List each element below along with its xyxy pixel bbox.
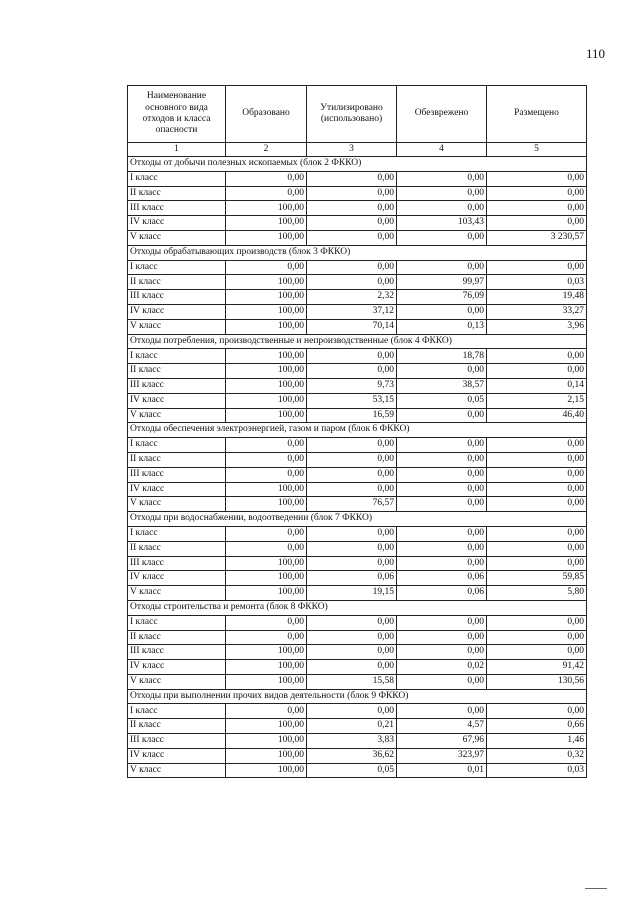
value-cell: 0,00	[226, 171, 307, 186]
value-cell: 18,78	[397, 349, 487, 364]
value-cell: 76,57	[307, 497, 397, 512]
value-cell: 0,00	[226, 541, 307, 556]
value-cell: 67,96	[397, 734, 487, 749]
hazard-class-cell: II класс	[128, 452, 226, 467]
value-cell: 100,00	[226, 556, 307, 571]
value-cell: 100,00	[226, 216, 307, 231]
hazard-class-cell: IV класс	[128, 748, 226, 763]
header-cell-waste-class: Наименование основного вида отходов и класса опасности	[128, 86, 226, 143]
value-cell: 0,00	[307, 645, 397, 660]
value-cell: 0,06	[307, 571, 397, 586]
value-cell: 0,00	[487, 438, 587, 453]
value-cell: 0,00	[307, 452, 397, 467]
section-title: Отходы обеспечения электроэнергией, газом и паром (блок 6 ФККО)	[128, 423, 587, 438]
value-cell: 0,00	[487, 260, 587, 275]
section-title: Отходы потребления, производственные и непроизводственные (блок 4 ФККО)	[128, 334, 587, 349]
hazard-class-cell: IV класс	[128, 393, 226, 408]
header-row	[128, 86, 587, 143]
hazard-class-cell: I класс	[128, 615, 226, 630]
value-cell: 0,00	[487, 497, 587, 512]
table-row	[128, 482, 587, 497]
value-cell: 323,97	[397, 748, 487, 763]
value-cell: 100,00	[226, 748, 307, 763]
hazard-class-cell: II класс	[128, 719, 226, 734]
footer-mark	[585, 888, 607, 889]
value-cell: 0,00	[226, 186, 307, 201]
value-cell: 100,00	[226, 393, 307, 408]
value-cell: 100,00	[226, 660, 307, 675]
table-row	[128, 556, 587, 571]
hazard-class-cell: III класс	[128, 645, 226, 660]
value-cell: 0,03	[487, 275, 587, 290]
hazard-class-cell: V класс	[128, 674, 226, 689]
value-cell: 0,00	[307, 171, 397, 186]
value-cell: 0,00	[487, 704, 587, 719]
section-title: Отходы при водоснабжении, водоотведении (блок 7 ФККО)	[128, 512, 587, 527]
section-row	[128, 157, 587, 172]
value-cell: 0,00	[487, 556, 587, 571]
header-cell-neutralized: Обезврежено	[397, 86, 487, 143]
table-row	[128, 304, 587, 319]
value-cell: 36,62	[307, 748, 397, 763]
value-cell: 0,13	[397, 319, 487, 334]
table-row	[128, 438, 587, 453]
table-row	[128, 171, 587, 186]
table-body	[128, 157, 587, 778]
value-cell: 0,00	[307, 349, 397, 364]
value-cell: 0,05	[397, 393, 487, 408]
hazard-class-cell: II класс	[128, 541, 226, 556]
value-cell: 0,00	[487, 467, 587, 482]
value-cell: 38,57	[397, 378, 487, 393]
value-cell: 0,00	[226, 467, 307, 482]
value-cell: 0,05	[307, 763, 397, 778]
waste-table	[127, 85, 587, 778]
value-cell: 0,00	[397, 482, 487, 497]
value-cell: 0,00	[307, 526, 397, 541]
table-row	[128, 748, 587, 763]
table-row	[128, 216, 587, 231]
value-cell: 0,00	[307, 230, 397, 245]
value-cell: 0,00	[487, 645, 587, 660]
table-row	[128, 674, 587, 689]
value-cell: 100,00	[226, 378, 307, 393]
table-row	[128, 615, 587, 630]
value-cell: 0,32	[487, 748, 587, 763]
value-cell: 1,46	[487, 734, 587, 749]
value-cell: 100,00	[226, 290, 307, 305]
value-cell: 0,00	[307, 541, 397, 556]
header-cell-generated: Образовано	[226, 86, 307, 143]
hazard-class-cell: IV класс	[128, 660, 226, 675]
value-cell: 0,00	[397, 201, 487, 216]
section-row	[128, 334, 587, 349]
value-cell: 103,43	[397, 216, 487, 231]
value-cell: 0,00	[307, 201, 397, 216]
value-cell: 0,21	[307, 719, 397, 734]
table-row	[128, 704, 587, 719]
value-cell: 100,00	[226, 201, 307, 216]
value-cell: 0,00	[307, 615, 397, 630]
value-cell: 100,00	[226, 230, 307, 245]
hazard-class-cell: V класс	[128, 408, 226, 423]
table-row	[128, 467, 587, 482]
value-cell: 0,00	[487, 364, 587, 379]
table-row	[128, 586, 587, 601]
hazard-class-cell: II класс	[128, 186, 226, 201]
value-cell: 0,00	[397, 497, 487, 512]
value-cell: 0,00	[487, 201, 587, 216]
value-cell: 0,00	[397, 526, 487, 541]
value-cell: 100,00	[226, 364, 307, 379]
value-cell: 100,00	[226, 275, 307, 290]
value-cell: 0,00	[397, 467, 487, 482]
section-title: Отходы обрабатывающих производств (блок 3 ФККО)	[128, 245, 587, 260]
hazard-class-cell: II класс	[128, 630, 226, 645]
value-cell: 99,97	[397, 275, 487, 290]
hazard-class-cell: II класс	[128, 275, 226, 290]
value-cell: 5,80	[487, 586, 587, 601]
value-cell: 0,00	[397, 452, 487, 467]
hazard-class-cell: V класс	[128, 497, 226, 512]
value-cell: 0,00	[487, 216, 587, 231]
value-cell: 100,00	[226, 408, 307, 423]
value-cell: 2,32	[307, 290, 397, 305]
value-cell: 0,00	[397, 438, 487, 453]
value-cell: 0,00	[397, 260, 487, 275]
value-cell: 0,00	[307, 660, 397, 675]
value-cell: 3 230,57	[487, 230, 587, 245]
table-row	[128, 408, 587, 423]
table-row	[128, 452, 587, 467]
column-number: 4	[397, 143, 487, 157]
hazard-class-cell: I класс	[128, 171, 226, 186]
section-title: Отходы строительства и ремонта (блок 8 ФККО)	[128, 600, 587, 615]
value-cell: 0,00	[397, 230, 487, 245]
value-cell: 70,14	[307, 319, 397, 334]
value-cell: 33,27	[487, 304, 587, 319]
table-row	[128, 186, 587, 201]
hazard-class-cell: II класс	[128, 364, 226, 379]
value-cell: 0,02	[397, 660, 487, 675]
value-cell: 100,00	[226, 674, 307, 689]
table-row	[128, 319, 587, 334]
table-row	[128, 378, 587, 393]
value-cell: 130,56	[487, 674, 587, 689]
value-cell: 19,48	[487, 290, 587, 305]
value-cell: 100,00	[226, 586, 307, 601]
value-cell: 19,15	[307, 586, 397, 601]
value-cell: 0,00	[226, 260, 307, 275]
table-row	[128, 393, 587, 408]
value-cell: 0,00	[307, 364, 397, 379]
hazard-class-cell: V класс	[128, 230, 226, 245]
value-cell: 100,00	[226, 645, 307, 660]
column-number: 3	[307, 143, 397, 157]
value-cell: 100,00	[226, 304, 307, 319]
table-row	[128, 660, 587, 675]
table-row	[128, 201, 587, 216]
value-cell: 0,00	[487, 171, 587, 186]
hazard-class-cell: III класс	[128, 290, 226, 305]
section-row	[128, 512, 587, 527]
value-cell: 15,58	[307, 674, 397, 689]
value-cell: 100,00	[226, 571, 307, 586]
value-cell: 0,00	[226, 704, 307, 719]
value-cell: 59,85	[487, 571, 587, 586]
value-cell: 0,00	[397, 630, 487, 645]
value-cell: 0,00	[487, 615, 587, 630]
section-row	[128, 600, 587, 615]
value-cell: 0,00	[307, 704, 397, 719]
value-cell: 0,00	[307, 482, 397, 497]
value-cell: 0,00	[397, 186, 487, 201]
value-cell: 0,00	[397, 408, 487, 423]
value-cell: 16,59	[307, 408, 397, 423]
value-cell: 100,00	[226, 497, 307, 512]
hazard-class-cell: I класс	[128, 349, 226, 364]
value-cell: 0,00	[226, 630, 307, 645]
section-title: Отходы от добычи полезных ископаемых (блок 2 ФККО)	[128, 157, 587, 172]
value-cell: 0,00	[397, 171, 487, 186]
hazard-class-cell: V класс	[128, 586, 226, 601]
value-cell: 53,15	[307, 393, 397, 408]
value-cell: 0,00	[487, 482, 587, 497]
value-cell: 76,09	[397, 290, 487, 305]
value-cell: 0,00	[307, 556, 397, 571]
value-cell: 0,00	[397, 674, 487, 689]
value-cell: 0,03	[487, 763, 587, 778]
value-cell: 0,00	[487, 349, 587, 364]
table-row	[128, 541, 587, 556]
value-cell: 3,96	[487, 319, 587, 334]
value-cell: 4,57	[397, 719, 487, 734]
value-cell: 0,00	[487, 526, 587, 541]
hazard-class-cell: I класс	[128, 438, 226, 453]
value-cell: 0,00	[487, 186, 587, 201]
column-number-row	[128, 143, 587, 157]
hazard-class-cell: IV класс	[128, 482, 226, 497]
table-row	[128, 526, 587, 541]
value-cell: 0,00	[397, 364, 487, 379]
value-cell: 0,00	[226, 438, 307, 453]
value-cell: 0,00	[226, 526, 307, 541]
hazard-class-cell: IV класс	[128, 304, 226, 319]
value-cell: 0,00	[397, 541, 487, 556]
table-row	[128, 734, 587, 749]
value-cell: 0,01	[397, 763, 487, 778]
hazard-class-cell: III класс	[128, 734, 226, 749]
section-row	[128, 689, 587, 704]
table-row	[128, 571, 587, 586]
value-cell: 0,00	[307, 275, 397, 290]
table-row	[128, 349, 587, 364]
value-cell: 0,00	[397, 645, 487, 660]
hazard-class-cell: I класс	[128, 526, 226, 541]
value-cell: 0,00	[307, 467, 397, 482]
table-row	[128, 630, 587, 645]
value-cell: 91,42	[487, 660, 587, 675]
value-cell: 100,00	[226, 719, 307, 734]
table-row	[128, 719, 587, 734]
value-cell: 37,12	[307, 304, 397, 319]
hazard-class-cell: V класс	[128, 763, 226, 778]
value-cell: 2,15	[487, 393, 587, 408]
hazard-class-cell: III класс	[128, 556, 226, 571]
value-cell: 0,00	[307, 438, 397, 453]
hazard-class-cell: IV класс	[128, 571, 226, 586]
header-cell-utilized: Утилизировано (использовано)	[307, 86, 397, 143]
value-cell: 0,00	[307, 216, 397, 231]
value-cell: 100,00	[226, 349, 307, 364]
section-row	[128, 423, 587, 438]
table-row	[128, 275, 587, 290]
table-row	[128, 230, 587, 245]
value-cell: 0,00	[397, 615, 487, 630]
value-cell: 0,66	[487, 719, 587, 734]
value-cell: 3,83	[307, 734, 397, 749]
value-cell: 0,06	[397, 571, 487, 586]
section-title: Отходы при выполнении прочих видов деятельности (блок 9 ФККО)	[128, 689, 587, 704]
table-row	[128, 260, 587, 275]
table-row	[128, 364, 587, 379]
value-cell: 0,00	[487, 630, 587, 645]
value-cell: 0,00	[397, 556, 487, 571]
hazard-class-cell: I класс	[128, 260, 226, 275]
column-number: 5	[487, 143, 587, 157]
value-cell: 0,06	[397, 586, 487, 601]
table-row	[128, 763, 587, 778]
hazard-class-cell: IV класс	[128, 216, 226, 231]
value-cell: 0,00	[307, 260, 397, 275]
value-cell: 100,00	[226, 482, 307, 497]
value-cell: 0,00	[397, 704, 487, 719]
hazard-class-cell: V класс	[128, 319, 226, 334]
value-cell: 0,00	[487, 452, 587, 467]
hazard-class-cell: I класс	[128, 704, 226, 719]
hazard-class-cell: III класс	[128, 467, 226, 482]
page-number: 110	[585, 46, 605, 61]
column-number: 1	[128, 143, 226, 157]
hazard-class-cell: III класс	[128, 378, 226, 393]
value-cell: 0,00	[397, 304, 487, 319]
hazard-class-cell: III класс	[128, 201, 226, 216]
value-cell: 100,00	[226, 763, 307, 778]
table-row	[128, 290, 587, 305]
value-cell: 0,00	[487, 541, 587, 556]
value-cell: 46,40	[487, 408, 587, 423]
table-row	[128, 645, 587, 660]
value-cell: 0,00	[226, 452, 307, 467]
value-cell: 0,00	[307, 630, 397, 645]
header-cell-placed: Размещено	[487, 86, 587, 143]
table-row	[128, 497, 587, 512]
section-row	[128, 245, 587, 260]
value-cell: 100,00	[226, 319, 307, 334]
value-cell: 0,14	[487, 378, 587, 393]
value-cell: 0,00	[226, 615, 307, 630]
value-cell: 0,00	[307, 186, 397, 201]
column-number: 2	[226, 143, 307, 157]
value-cell: 100,00	[226, 734, 307, 749]
value-cell: 9,73	[307, 378, 397, 393]
